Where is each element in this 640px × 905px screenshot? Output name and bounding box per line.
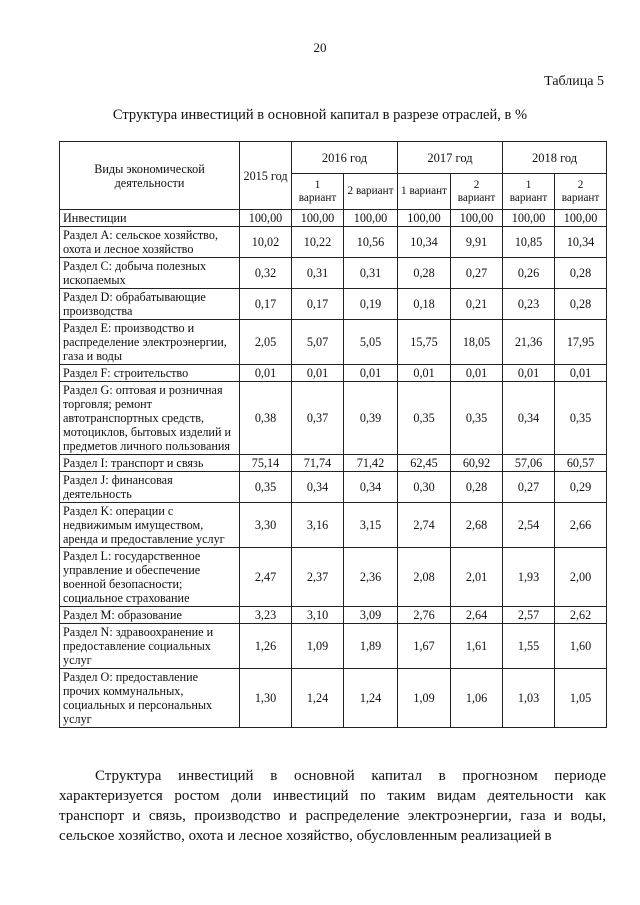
value-cell: 2,57 [503, 607, 555, 624]
value-cell: 62,45 [398, 455, 451, 472]
value-cell: 0,17 [292, 289, 344, 320]
value-cell: 18,05 [451, 320, 503, 365]
value-cell: 0,21 [451, 289, 503, 320]
row-label: Раздел С: добыча полезных ископаемых [60, 258, 240, 289]
value-cell: 0,26 [503, 258, 555, 289]
table-row [60, 624, 607, 669]
table-row [60, 548, 607, 607]
value-cell: 71,74 [292, 455, 344, 472]
value-cell: 1,26 [240, 624, 292, 669]
value-cell: 57,06 [503, 455, 555, 472]
value-cell: 3,23 [240, 607, 292, 624]
value-cell: 1,24 [292, 669, 344, 728]
value-cell: 1,30 [240, 669, 292, 728]
value-cell: 0,29 [555, 472, 607, 503]
value-cell: 2,05 [240, 320, 292, 365]
value-cell: 0,32 [240, 258, 292, 289]
value-cell: 0,01 [344, 365, 398, 382]
value-cell: 1,09 [292, 624, 344, 669]
value-cell: 0,28 [398, 258, 451, 289]
value-cell: 60,92 [451, 455, 503, 472]
value-cell: 10,85 [503, 227, 555, 258]
value-cell: 0,34 [344, 472, 398, 503]
row-label: Раздел D: обрабатывающие производства [60, 289, 240, 320]
value-cell: 0,19 [344, 289, 398, 320]
value-cell: 0,01 [398, 365, 451, 382]
value-cell: 1,93 [503, 548, 555, 607]
table-row [60, 455, 607, 472]
row-label: Раздел K: операции с недвижимым имуществом, аренда и предоставление услуг [60, 503, 240, 548]
value-cell: 3,30 [240, 503, 292, 548]
value-cell: 0,01 [451, 365, 503, 382]
row-label: Раздел А: сельское хозяйство, охота и лесное хозяйство [60, 227, 240, 258]
value-cell: 0,27 [503, 472, 555, 503]
value-cell: 10,34 [398, 227, 451, 258]
table-row [60, 669, 607, 728]
value-cell: 10,34 [555, 227, 607, 258]
table-row [60, 365, 607, 382]
value-cell: 1,89 [344, 624, 398, 669]
row-label: Раздел J: финансовая деятельность [60, 472, 240, 503]
value-cell: 0,39 [344, 382, 398, 455]
value-cell: 0,30 [398, 472, 451, 503]
header-variant: 1 вариант [503, 174, 555, 210]
header-year-2017: 2017 год [398, 142, 503, 174]
value-cell: 0,34 [503, 382, 555, 455]
value-cell: 2,76 [398, 607, 451, 624]
header-variant: 2 вариант [344, 174, 398, 210]
header-row-years [60, 142, 607, 174]
value-cell: 60,57 [555, 455, 607, 472]
value-cell: 2,54 [503, 503, 555, 548]
value-cell: 0,35 [451, 382, 503, 455]
row-label: Раздел М: образование [60, 607, 240, 624]
value-cell: 0,01 [292, 365, 344, 382]
header-variant: 1 вариант [292, 174, 344, 210]
value-cell: 0,35 [398, 382, 451, 455]
row-label: Инвестиции [60, 210, 240, 227]
value-cell: 1,06 [451, 669, 503, 728]
value-cell: 71,42 [344, 455, 398, 472]
row-label: Раздел L: государственное управление и обеспечение военной безопасности; социальное страхование [60, 548, 240, 607]
value-cell: 5,05 [344, 320, 398, 365]
value-cell: 3,10 [292, 607, 344, 624]
value-cell: 0,01 [555, 365, 607, 382]
value-cell: 75,14 [240, 455, 292, 472]
value-cell: 1,05 [555, 669, 607, 728]
row-label: Раздел F: строительство [60, 365, 240, 382]
value-cell: 2,64 [451, 607, 503, 624]
value-cell: 100,00 [240, 210, 292, 227]
value-cell: 0,34 [292, 472, 344, 503]
value-cell: 100,00 [555, 210, 607, 227]
body-paragraph: Структура инвестиций в основной капитал в прогнозном периоде характеризуется ростом доли инвестиций по таким видам деятельности как транспорт и связь, производство и распределение электроэнергии, газа и воды, сельское хозяйство, охота и лесное хозяйство, обусловленным реализацией в [59, 768, 606, 844]
value-cell: 9,91 [451, 227, 503, 258]
value-cell: 2,00 [555, 548, 607, 607]
table-row [60, 320, 607, 365]
value-cell: 2,74 [398, 503, 451, 548]
value-cell: 0,37 [292, 382, 344, 455]
value-cell: 2,36 [344, 548, 398, 607]
header-year-2018: 2018 год [503, 142, 607, 174]
table-row [60, 472, 607, 503]
table-caption: Структура инвестиций в основной капитал в разрезе отраслей, в % [112, 107, 528, 123]
value-cell: 1,09 [398, 669, 451, 728]
value-cell: 0,23 [503, 289, 555, 320]
value-cell: 17,95 [555, 320, 607, 365]
value-cell: 1,03 [503, 669, 555, 728]
value-cell: 0,28 [451, 472, 503, 503]
value-cell: 100,00 [344, 210, 398, 227]
value-cell: 1,67 [398, 624, 451, 669]
value-cell: 0,35 [240, 472, 292, 503]
value-cell: 21,36 [503, 320, 555, 365]
value-cell: 100,00 [503, 210, 555, 227]
value-cell: 0,38 [240, 382, 292, 455]
row-label: Раздел О: предоставление прочих коммунальных, социальных и персональных услуг [60, 669, 240, 728]
table-row [60, 503, 607, 548]
value-cell: 1,61 [451, 624, 503, 669]
value-cell: 10,22 [292, 227, 344, 258]
value-cell: 0,18 [398, 289, 451, 320]
value-cell: 2,01 [451, 548, 503, 607]
header-variant: 2 вариант [451, 174, 503, 210]
value-cell: 0,01 [240, 365, 292, 382]
table-row [60, 258, 607, 289]
row-label: Раздел G: оптовая и розничная торговля; ремонт автотранспортных средств, мотоциклов, бытовых изделий и предметов личного пользования [60, 382, 240, 455]
value-cell: 3,15 [344, 503, 398, 548]
value-cell: 2,68 [451, 503, 503, 548]
header-year-2015: 2015 год [240, 142, 292, 210]
value-cell: 15,75 [398, 320, 451, 365]
value-cell: 1,24 [344, 669, 398, 728]
value-cell: 100,00 [398, 210, 451, 227]
table-row [60, 227, 607, 258]
value-cell: 3,16 [292, 503, 344, 548]
value-cell: 2,47 [240, 548, 292, 607]
value-cell: 2,08 [398, 548, 451, 607]
value-cell: 2,62 [555, 607, 607, 624]
value-cell: 0,31 [292, 258, 344, 289]
value-cell: 0,17 [240, 289, 292, 320]
value-cell: 0,28 [555, 258, 607, 289]
value-cell: 5,07 [292, 320, 344, 365]
value-cell: 100,00 [451, 210, 503, 227]
header-variant: 2 вариант [555, 174, 607, 210]
value-cell: 0,31 [344, 258, 398, 289]
value-cell: 10,56 [344, 227, 398, 258]
value-cell: 1,60 [555, 624, 607, 669]
table-row [60, 382, 607, 455]
investment-structure-table [59, 141, 607, 728]
table-row [60, 210, 607, 227]
header-activity-kind: Виды экономической деятельности [60, 142, 240, 210]
value-cell: 2,66 [555, 503, 607, 548]
value-cell: 0,27 [451, 258, 503, 289]
header-year-2016: 2016 год [292, 142, 398, 174]
header-variant: 1 вариант [398, 174, 451, 210]
row-label: Раздел Е: производство и распределение электроэнергии, газа и воды [60, 320, 240, 365]
value-cell: 3,09 [344, 607, 398, 624]
value-cell: 2,37 [292, 548, 344, 607]
value-cell: 0,01 [503, 365, 555, 382]
page-number: 20 [313, 40, 327, 55]
table-row [60, 607, 607, 624]
table-label: Таблица 5 [544, 74, 604, 89]
value-cell: 1,55 [503, 624, 555, 669]
row-label: Раздел N: здравоохранение и предоставление социальных услуг [60, 624, 240, 669]
value-cell: 10,02 [240, 227, 292, 258]
table-body [60, 210, 607, 728]
value-cell: 0,35 [555, 382, 607, 455]
value-cell: 100,00 [292, 210, 344, 227]
value-cell: 0,28 [555, 289, 607, 320]
table-row [60, 289, 607, 320]
row-label: Раздел I: транспорт и связь [60, 455, 240, 472]
